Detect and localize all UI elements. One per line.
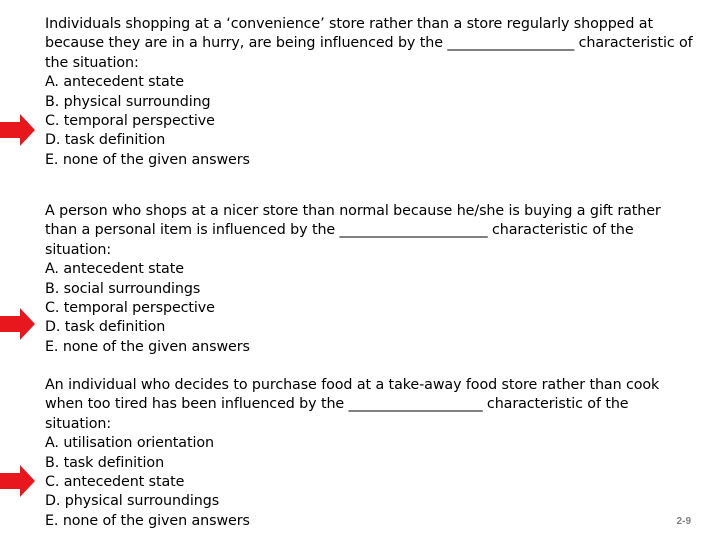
right-arrow-icon: [0, 464, 36, 498]
question-1-option-e: E. none of the given answers: [45, 151, 250, 168]
question-3: [45, 376, 715, 531]
question-2-option-e: E. none of the given answers: [45, 338, 250, 355]
question-3-option-d: D. physical surroundings: [45, 493, 220, 510]
slide-number: 2-9: [676, 516, 691, 527]
question-3-stem-line-1: An individual who decides to purchase food at a take-away food store rather than cook: [45, 377, 660, 393]
question-1-stem-line-1: Individuals shopping at a ‘convenience’ store rather than a store regularly shopped at: [45, 16, 653, 32]
question-3-option-b: B. task definition: [45, 454, 165, 471]
question-1-option-c: C. temporal perspective: [45, 112, 215, 129]
question-2-stem-line-1: A person who shops at a nicer store than normal because he/she is buying a gift rather: [45, 203, 661, 219]
question-2-option-a: A. antecedent state: [45, 261, 184, 278]
question-3-option-e: E. none of the given answers: [45, 512, 250, 529]
question-1-stem-line-3: the situation:: [45, 54, 139, 71]
question-1-option-a: A. antecedent state: [45, 74, 184, 91]
right-arrow-icon: [0, 307, 36, 341]
question-2: [45, 202, 715, 357]
question-2-stem-line-3: situation:: [45, 241, 112, 258]
question-1-option-b: B. physical surrounding: [45, 93, 211, 110]
right-arrow-icon: [0, 113, 36, 147]
question-2-option-b: B. social surroundings: [45, 280, 201, 297]
question-3-option-c: C. antecedent state: [45, 473, 185, 490]
question-1-stem-line-2: because they are in a hurry, are being influenced by the __________________ characteristic of: [45, 35, 693, 52]
question-3-stem-line-2: when too tired has been influenced by the ___________________ characteristic of the: [45, 396, 629, 413]
question-1-option-d: D. task definition: [45, 132, 166, 149]
question-2-stem-line-2: than a personal item is influenced by the _____________________ characteristic of the: [45, 222, 634, 239]
question-3-option-a: A. utilisation orientation: [45, 435, 214, 452]
question-1: [45, 15, 715, 170]
question-3-stem-line-3: situation:: [45, 415, 112, 432]
question-2-option-c: C. temporal perspective: [45, 299, 215, 316]
question-2-option-d: D. task definition: [45, 319, 166, 336]
